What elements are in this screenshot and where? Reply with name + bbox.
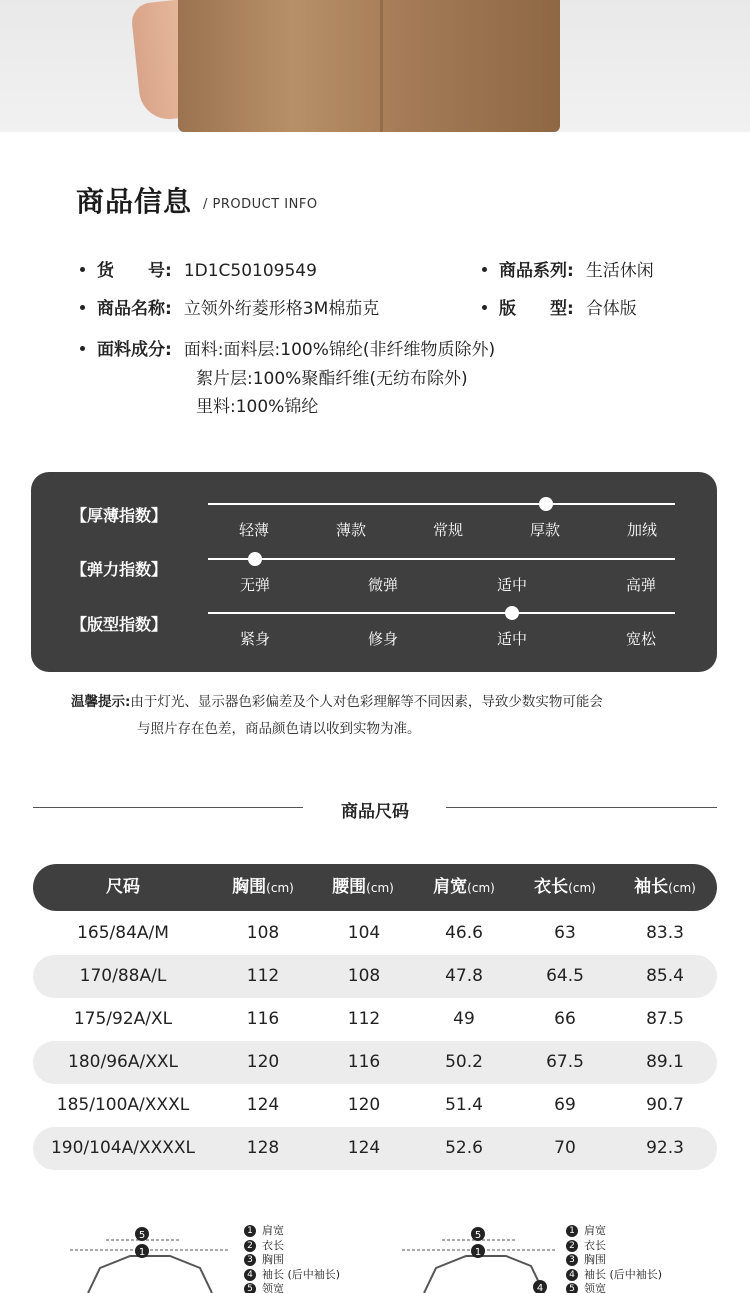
size-header-cell: 胸围(cm) (232, 877, 294, 897)
table-cell: 52.6 (445, 1138, 483, 1158)
table-cell: 180/96A/XXL (68, 1052, 178, 1072)
table-cell: 175/92A/XL (73, 1009, 173, 1029)
table-cell: 124 (347, 1138, 381, 1158)
table-cell: 108 (246, 923, 280, 943)
info-label: 面料成分: (97, 340, 172, 360)
fit-tick: 宽松 (625, 630, 657, 648)
pants-seam (380, 0, 383, 132)
table-cell: 85.4 (646, 966, 684, 986)
table-cell: 104 (347, 923, 381, 943)
elasticity-tick: 适中 (496, 576, 528, 594)
table-cell: 116 (347, 1052, 381, 1072)
table-cell: 165/84A/M (77, 923, 169, 943)
table-cell: 185/100A/XXXL (56, 1095, 190, 1115)
table-cell: 47.8 (445, 966, 483, 986)
table-cell: 83.3 (646, 923, 684, 943)
info-label: 货 号: (97, 261, 172, 281)
fabric-line-lining: 里料:100%锦纶 (196, 397, 319, 417)
thickness-index-track (208, 503, 675, 505)
info-value: 合体版 (585, 299, 637, 319)
size-header-cell: 尺码 (106, 877, 140, 897)
table-cell: 66 (554, 1009, 576, 1029)
info-value: 立领外绗菱形格3M棉茄克 (183, 299, 380, 319)
info-row-sku (80, 256, 317, 281)
info-value: 面料:面料层:100%锦纶(非纤维物质除外) (183, 340, 496, 360)
fit-index-knob (505, 606, 519, 620)
table-cell: 70 (554, 1138, 576, 1158)
thickness-tick: 常规 (432, 521, 464, 539)
bullet-icon (482, 305, 487, 310)
size-header-cell: 衣长(cm) (534, 877, 596, 897)
table-row (33, 1127, 717, 1170)
table-row (33, 1084, 717, 1127)
info-label: 商品系列: (499, 261, 574, 281)
size-header-cell: 肩宽(cm) (433, 877, 495, 897)
size-section-title: 商品尺码 (341, 802, 409, 822)
svg-text:1: 1 (138, 1247, 146, 1258)
legend-item: 5 领宽 (566, 1282, 662, 1293)
table-cell: 190/104A/XXXXL (50, 1138, 196, 1158)
table-cell: 89.1 (646, 1052, 684, 1072)
table-cell: 51.4 (445, 1095, 483, 1115)
info-label: 版 型: (499, 299, 574, 319)
thickness-tick: 薄款 (335, 521, 367, 539)
size-table-header (33, 864, 717, 911)
legend-item: 2 衣长 (566, 1239, 662, 1254)
bullet-icon (482, 267, 487, 272)
bullet-icon (80, 346, 85, 351)
table-cell: 46.6 (445, 923, 483, 943)
svg-text:5: 5 (138, 1230, 146, 1241)
index-panel (31, 472, 717, 672)
garment-diagram-front (60, 1220, 240, 1293)
info-label: 商品名称: (97, 299, 172, 319)
elasticity-tick: 微弹 (367, 576, 399, 594)
legend-item: 1 肩宽 (566, 1224, 662, 1239)
table-cell: 92.3 (646, 1138, 684, 1158)
thickness-index-knob (539, 497, 553, 511)
thickness-tick: 轻薄 (238, 521, 270, 539)
elasticity-tick: 无弹 (239, 576, 271, 594)
legend-item: 5 领宽 (244, 1282, 340, 1293)
bullet-icon (80, 305, 85, 310)
diagram-legend-right (566, 1224, 662, 1293)
table-cell: 116 (246, 1009, 280, 1029)
info-row-series (482, 256, 654, 281)
info-row-name (80, 294, 379, 319)
notice-text: 由于灯光、显示器色彩偏差及个人对色彩理解等不同因素，导致少数实物可能会 (130, 694, 603, 710)
elasticity-tick: 高弹 (625, 576, 657, 594)
table-cell: 112 (347, 1009, 381, 1029)
legend-item: 4 袖长 (后中袖长) (244, 1268, 340, 1283)
table-row (33, 1041, 717, 1084)
table-cell: 112 (246, 966, 280, 986)
info-row-fit (482, 294, 637, 319)
elasticity-index-knob (248, 552, 262, 566)
svg-text:4: 4 (536, 1283, 544, 1293)
product-photo (0, 0, 750, 132)
elasticity-index-track (208, 558, 675, 560)
thickness-tick: 加绒 (626, 521, 658, 539)
table-cell: 120 (246, 1052, 280, 1072)
table-cell: 49 (453, 1009, 475, 1029)
legend-item: 4 袖长 (后中袖长) (566, 1268, 662, 1283)
table-cell: 170/88A/L (79, 966, 167, 986)
fit-tick: 修身 (367, 630, 399, 648)
fit-index-label: 【版型指数】 (71, 615, 168, 634)
table-cell: 87.5 (646, 1009, 684, 1029)
fit-tick: 紧身 (239, 630, 271, 648)
table-row (33, 998, 717, 1041)
info-value: 1D1C50109549 (183, 261, 317, 281)
info-value: 生活休闲 (585, 261, 654, 281)
table-cell: 50.2 (445, 1052, 483, 1072)
table-cell: 108 (347, 966, 381, 986)
garment-diagram-back (396, 1220, 566, 1293)
notice-label: 温馨提示: (71, 694, 131, 710)
table-cell: 90.7 (646, 1095, 684, 1115)
legend-item: 1 肩宽 (244, 1224, 340, 1239)
elasticity-index-label: 【弹力指数】 (71, 560, 168, 579)
table-cell: 64.5 (546, 966, 584, 986)
table-row (33, 955, 717, 998)
size-header-cell: 袖长(cm) (634, 877, 696, 897)
thickness-tick: 厚款 (529, 521, 561, 539)
legend-item: 3 胸围 (244, 1253, 340, 1268)
svg-text:1: 1 (474, 1247, 482, 1258)
fit-tick: 适中 (496, 630, 528, 648)
legend-item: 2 衣长 (244, 1239, 340, 1254)
svg-text:5: 5 (474, 1230, 482, 1241)
jacket-outline-icon (60, 1220, 240, 1293)
section-title-product-info: 商品信息 (76, 185, 193, 218)
table-cell: 69 (554, 1095, 576, 1115)
table-cell: 67.5 (546, 1052, 584, 1072)
size-header-cell: 腰围(cm) (332, 877, 394, 897)
fabric-line-padding: 絮片层:100%聚酯纤维(无纺布除外) (196, 369, 468, 389)
section-subtitle-product-info: / PRODUCT INFO (203, 197, 318, 212)
table-cell: 63 (554, 923, 576, 943)
diagram-legend-left (244, 1224, 340, 1293)
thickness-index-label: 【厚薄指数】 (71, 506, 168, 525)
legend-item: 3 胸围 (566, 1253, 662, 1268)
fit-index-track (208, 612, 675, 614)
bullet-icon (80, 267, 85, 272)
pants-shape (178, 0, 560, 132)
notice-text-line2: 与照片存在色差，商品颜色请以收到实物为准。 (137, 721, 421, 737)
table-cell: 128 (246, 1138, 280, 1158)
table-row (33, 912, 717, 955)
table-cell: 120 (347, 1095, 381, 1115)
jacket-outline-icon (396, 1220, 566, 1293)
info-row-fabric (80, 335, 495, 360)
divider-right (446, 807, 717, 808)
color-notice (71, 690, 603, 710)
table-cell: 124 (246, 1095, 280, 1115)
